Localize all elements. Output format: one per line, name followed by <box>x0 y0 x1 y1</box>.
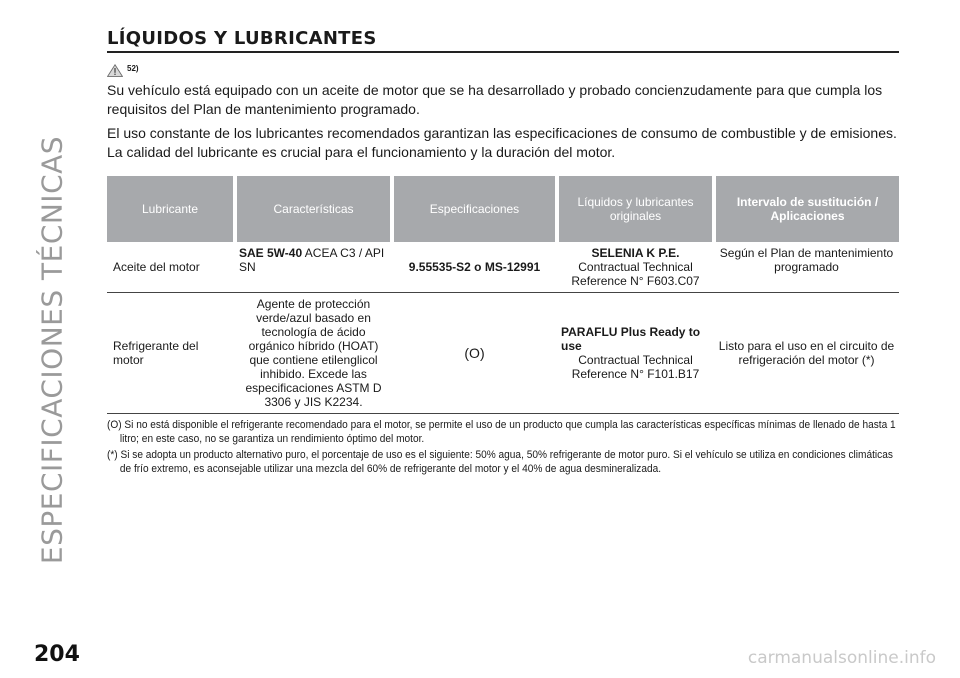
lubricants-table <box>107 176 899 414</box>
footnote-mixture: (*) Si se adopta un producto alternativo puro, el porcentaje de uso es el siguiente: 50% agua, 50% refrigerante de motor puro. Si el vehículo se utiliza en condiciones climáticas de frío extremo, es aconsejable utilizar una mezcla del 60% de refrigerante del motor y el 40% de agua desmineralizada. <box>107 449 893 475</box>
table-header-row <box>107 176 899 242</box>
product-reference: Contractual Technical Reference N° F101.B17 <box>571 353 700 381</box>
page-content <box>107 28 899 478</box>
cell-original-fluid <box>557 293 714 414</box>
section-title: LÍQUIDOS Y LUBRICANTES <box>107 28 899 53</box>
footnotes <box>107 418 898 476</box>
warning-triangle-icon <box>107 64 123 77</box>
header-lubricant: Lubricante <box>107 176 235 242</box>
characteristics-rest: ACEA C3 / API SN <box>239 246 385 274</box>
cell-characteristics: Agente de protección verde/azul basado en tecnología de ácido orgánico híbrido (HOAT) que contiene etilenglicol inhibido. Excede las especificaciones ASTM D 3306 y JIS K2234. <box>235 293 392 414</box>
cell-interval: Según el Plan de mantenimiento programado <box>714 242 899 293</box>
cell-lubricant: Aceite del motor <box>107 242 235 293</box>
watermark: carmanualsonline.info <box>747 648 936 668</box>
side-section-title: ESPECIFICACIONES TÉCNICAS <box>35 135 69 565</box>
header-original-fluids: Líquidos y lubricantes originales <box>557 176 714 242</box>
header-specifications: Especificaciones <box>392 176 557 242</box>
cell-specifications: 9.55535-S2 o MS-12991 <box>392 242 557 293</box>
viscosity-grade: SAE 5W-40 <box>239 246 303 260</box>
intro-paragraph: Su vehículo está equipado con un aceite de motor que se ha desarrollado y probado concienzudamente para que cumpla los requisitos del Plan de mantenimiento programado. <box>107 82 883 117</box>
product-name: SELENIA K P.E. <box>591 246 680 260</box>
cell-lubricant: Refrigerante del motor <box>107 293 235 414</box>
product-name: PARAFLU Plus Ready to use <box>561 325 701 353</box>
header-characteristics: Características <box>235 176 392 242</box>
cell-original-fluid <box>557 242 714 293</box>
warning-reference-number: 52) <box>127 63 139 73</box>
product-reference: Contractual Technical Reference N° F603.C07 <box>571 260 700 288</box>
table-row <box>107 293 899 414</box>
header-interval: Intervalo de sustitución / Aplicaciones <box>714 176 899 242</box>
page-number: 204 <box>34 642 80 667</box>
cell-characteristics <box>235 242 392 293</box>
lubricant-quality-paragraph: El uso constante de los lubricantes recomendados garantizan las especificaciones de consumo de combustible y de emisiones. La calidad del lubricante es crucial para el funcionamiento y la duración del motor. <box>107 125 897 160</box>
cell-interval: Listo para el uso en el circuito de refrigeración del motor (*) <box>714 293 899 414</box>
footnote-coolant-alternative: (O) Si no está disponible el refrigerante recomendado para el motor, se permite el uso de un producto que cumpla las características específicas mínimas de llenado de hasta 1 litro; en este caso, no se garantiza un rendimiento óptimo del motor. <box>107 419 896 445</box>
cell-specifications: (O) <box>392 293 557 414</box>
table-row <box>107 242 899 293</box>
warning-reference <box>107 63 899 77</box>
